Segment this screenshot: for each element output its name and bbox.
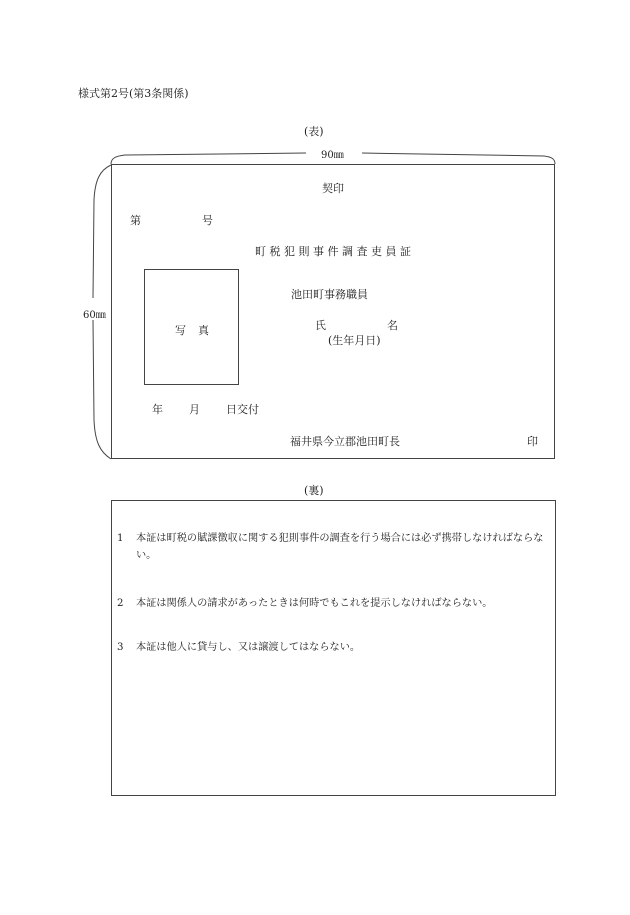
width-dimension-label: 90㎜ [321, 150, 344, 161]
issue-day-label: 日交付 [226, 403, 259, 416]
width-dimension-right [362, 153, 555, 164]
rule-text: 本証は町税の賦課徴収に関する犯則事件の調査を行う場合には必ず携帯しなければならない。 [136, 533, 544, 561]
rule-number: 2 [117, 598, 124, 609]
staff-role: 池田町事務職員 [291, 288, 368, 301]
rule-item [117, 530, 549, 564]
card-title: 町税犯則事件調査吏員証 [255, 245, 415, 258]
back-side-title: (裏) [304, 484, 324, 497]
card-front [111, 164, 555, 459]
height-dimension-bottom [93, 320, 111, 459]
number-prefix: 第 [130, 214, 141, 227]
rule-number: 3 [117, 642, 124, 653]
surname-label: 氏 [315, 319, 326, 332]
front-side-title: (表) [304, 125, 324, 138]
rule-item [117, 595, 549, 612]
rule-number: 1 [117, 533, 124, 544]
card-back [111, 500, 556, 796]
given-name-label: 名 [387, 319, 398, 332]
width-dimension-left [111, 153, 306, 164]
rule-text: 本証は関係人の請求があったときは何時でもこれを提示しなければならない。 [136, 598, 493, 609]
issue-month-label: 月 [189, 403, 200, 416]
issuer-seal: 印 [527, 435, 538, 448]
form-number-label: 様式第2号(第3条関係) [78, 87, 189, 100]
height-dimension-label: 60㎜ [83, 310, 106, 321]
seal-label: 契印 [322, 182, 344, 195]
number-suffix: 号 [202, 214, 213, 227]
height-dimension-top [93, 165, 111, 298]
rule-text: 本証は他人に貸与し、又は譲渡してはならない。 [136, 642, 361, 653]
issuer-name: 福井県今立郡池田町長 [290, 435, 400, 448]
birth-date-label: (生年月日) [328, 334, 381, 347]
photo-label: 写真 [175, 324, 221, 337]
rule-item [117, 639, 549, 656]
photo-box [144, 269, 239, 385]
issue-year-label: 年 [152, 403, 163, 416]
